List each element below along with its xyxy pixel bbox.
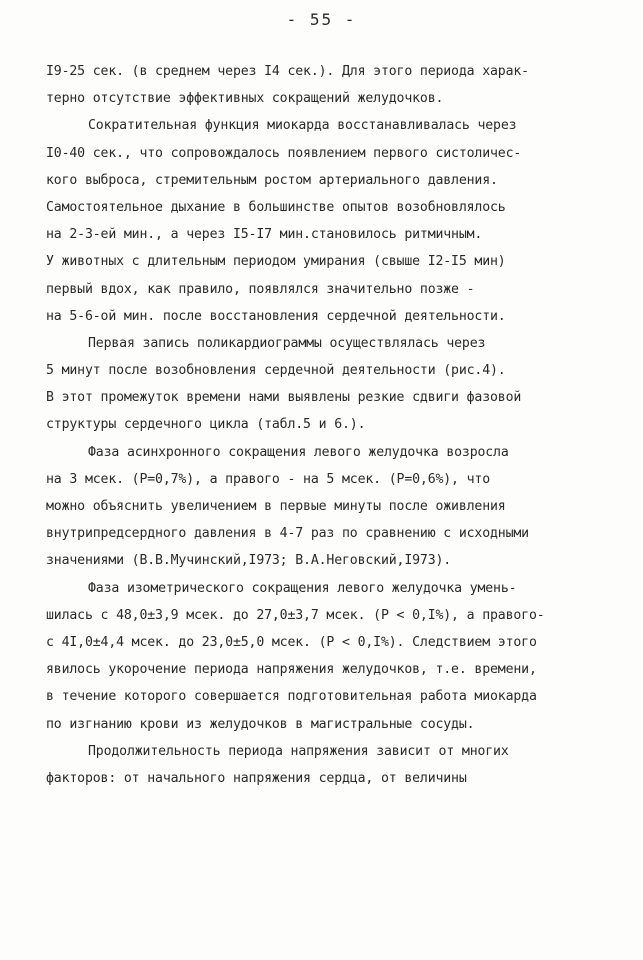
text-line: Продолжительность периода напряжения зависит от многих [88, 743, 509, 759]
text-line: I0-40 сек., что сопровождалось появлением первого систоличес- [46, 145, 522, 161]
body-text [46, 58, 606, 792]
text-line: значениями (В.В.Мучинский,I973; В.А.Неговский,I973). [46, 553, 452, 569]
text-line: кого выброса, стремительным ростом артериального давления. [46, 172, 498, 188]
text-line: 5 минут после возобновления сердечной деятельности (рис.4). [46, 363, 506, 379]
text-line: Фаза асинхронного сокращения левого желудочка возросла [88, 444, 509, 460]
text-line: факторов: от начального напряжения сердца, от величины [46, 770, 467, 786]
text-line: внутрипредсердного давления в 4-7 раз по сравнению с исходными [46, 526, 529, 542]
text-line: явилось укорочение периода напряжения желудочков, т.е. времени, [46, 662, 537, 678]
page-number: - 55 - [286, 10, 357, 29]
text-line: Фаза изометрического сокращения левого желудочка умень- [88, 580, 517, 596]
text-line: на 5-6-ой мин. после восстановления сердечной деятельности. [46, 308, 506, 324]
text-line: первый вдох, как правило, появлялся значительно позже - [46, 281, 475, 297]
text-line: на 3 мсек. (Р=0,7%), а правого - на 5 мсек. (Р=0,6%), что [46, 471, 491, 487]
text-line: можно объяснить увеличением в первые минуты после оживления [46, 499, 506, 514]
text-line: терно отсутствие эффективных сокращений желудочков. [46, 91, 444, 107]
text-line: по изгнанию крови из желудочков в магистральные сосуды. [46, 716, 475, 732]
text-line: Первая запись поликардиограммы осуществлялась через [88, 335, 486, 351]
text-line: Самостоятельное дыхание в большинстве опытов возобновлялось [46, 199, 506, 215]
text-line: В этот промежуток времени нами выявлены резкие сдвиги фазовой [46, 390, 522, 406]
text-line: с 4I,0±4,4 мсек. до 23,0±5,0 мсек. (Р < 0,I%). Следствием этого [46, 634, 537, 650]
text-line: структуры сердечного цикла (табл.5 и 6.). [46, 417, 366, 433]
text-line: Сократительная функция миокарда восстанавливалась через [88, 118, 517, 134]
text-line: шилась с 48,0±3,9 мсек. до 27,0±3,7 мсек. (Р < 0,I%), а правого- [46, 607, 545, 623]
text-line: I9-25 сек. (в среднем через I4 сек.). Для этого периода харак- [46, 64, 529, 79]
text-line: на 2-3-ей мин., а через I5-I7 мин.становилось ритмичным. [46, 227, 483, 243]
text-line: в течение которого совершается подготовительная работа миокарда [46, 689, 537, 705]
text-line: У животных с длительным периодом умирания (свыше I2-I5 мин) [46, 254, 506, 270]
